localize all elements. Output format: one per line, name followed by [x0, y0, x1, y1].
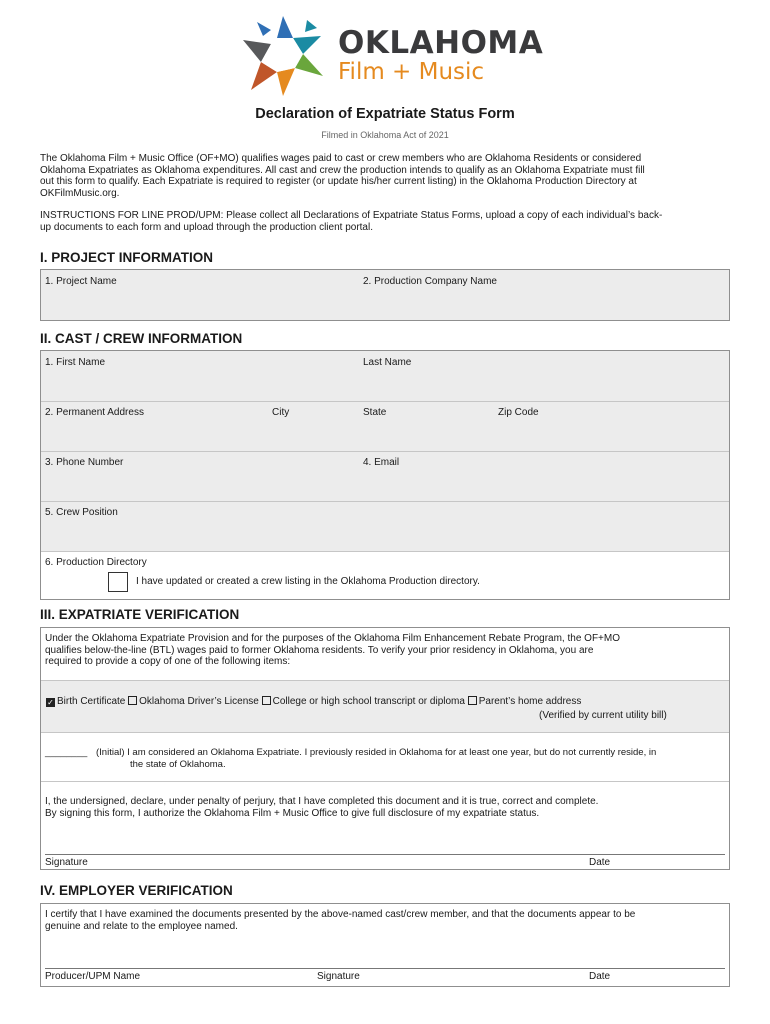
- directory-checkbox[interactable]: [108, 572, 128, 592]
- instructions-paragraph: INSTRUCTIONS FOR LINE PROD/UPM: Please collect all Declarations of Expatriate Status Forms, upload a copy of each individual’s back- up documents to each form and upload through the production client portal.: [40, 210, 663, 233]
- last-name-label: Last Name: [363, 357, 412, 368]
- phone-label: 3. Phone Number: [45, 457, 124, 468]
- email-field[interactable]: [359, 452, 729, 501]
- name-row: [41, 351, 729, 401]
- address-label: 2. Permanent Address: [45, 407, 144, 418]
- initial-statement-1: (Initial) I am considered an Oklahoma Expatriate. I previously resided in Oklahoma for at least one year, but do not currently reside, in: [96, 747, 657, 758]
- employer-paragraph: I certify that I have examined the documents presented by the above-named cast/crew member, and that the documents appear to be genuine and relate to the employee named.: [45, 909, 636, 932]
- employer-verification-box: [40, 903, 730, 987]
- producer-name-label: Producer/UPM Name: [45, 971, 141, 982]
- address-row: [41, 402, 729, 451]
- date-label: Date: [589, 857, 611, 868]
- initial-statement-2: the state of Oklahoma.: [130, 759, 226, 770]
- production-directory-label: 6. Production Directory: [45, 557, 147, 568]
- signature-line[interactable]: [45, 854, 725, 855]
- last-name-field[interactable]: [359, 351, 729, 401]
- crew-position-label: 5. Crew Position: [45, 507, 118, 518]
- checkbox-icon: [262, 696, 271, 705]
- transcript-option[interactable]: College or high school transcript or diploma: [262, 696, 465, 707]
- page-title: Declaration of Expatriate Status Form: [255, 106, 515, 122]
- production-company-field[interactable]: [359, 270, 729, 320]
- section-2-heading: II. CAST / CREW INFORMATION: [40, 331, 243, 346]
- expatriate-paragraph: Under the Oklahoma Expatriate Provision and for the purposes of the Oklahoma Film Enhancement Rebate Program, the OF+MO qualifies below-the-line (BTL) wages paid to former Oklahoma residents. To verify your prior residency in Oklahoma, you are required to provide a copy of one of the following items:: [45, 633, 621, 667]
- city-field[interactable]: [266, 402, 359, 451]
- zip-code-label: Zip Code: [498, 407, 539, 418]
- employer-date-label: Date: [589, 971, 611, 982]
- row-divider: [41, 781, 729, 782]
- birth-certificate-option[interactable]: ✓ Birth Certificate: [47, 696, 126, 707]
- cast-crew-box: [40, 350, 730, 600]
- parent-address-option[interactable]: Parent’s home address: [468, 696, 582, 707]
- section-3-heading: III. EXPATRIATE VERIFICATION: [40, 607, 240, 622]
- checked-icon: ✓: [47, 698, 54, 707]
- email-label: 4. Email: [363, 457, 400, 468]
- initial-row: [41, 733, 729, 781]
- employer-signature-label: Signature: [317, 971, 360, 982]
- city-label: City: [272, 407, 290, 418]
- state-label: State: [363, 407, 387, 418]
- project-name-field[interactable]: [41, 270, 359, 320]
- zip-code-field[interactable]: [494, 402, 729, 451]
- oklahoma-star-logo-icon: [237, 10, 329, 102]
- brand-name: OKLAHOMA: [338, 25, 544, 61]
- expatriate-verification-box: [40, 627, 730, 870]
- crew-position-field[interactable]: [41, 502, 729, 551]
- first-name-field[interactable]: [41, 351, 359, 401]
- production-directory-row: [41, 552, 729, 599]
- checkbox-icon: [468, 696, 477, 705]
- intro-paragraph: The Oklahoma Film + Music Office (OF+MO) qualifies wages paid to cast or crew members who are Oklahoma Residents or considered Oklahoma Expatriates as Oklahoma expenditures. All cast and crew the production intends to qualify as an Oklahoma Expatriate must fill out this form to qualify. Each Expatriate is required to register (or update his/her current listing) in the Oklahoma Production Directory at OKFilmMusic.org.: [40, 153, 645, 199]
- state-field[interactable]: [359, 402, 494, 451]
- checkbox-icon: [128, 696, 137, 705]
- production-company-label: 2. Production Company Name: [363, 276, 497, 287]
- drivers-license-option[interactable]: Oklahoma Driver’s License: [128, 696, 259, 707]
- page-subtitle: Filmed in Oklahoma Act of 2021: [321, 130, 449, 140]
- contact-row: [41, 452, 729, 501]
- address-field[interactable]: [41, 402, 266, 451]
- initial-field[interactable]: ________: [45, 747, 88, 758]
- parent-address-note: (Verified by current utility bill): [539, 710, 667, 721]
- document-options-row: [41, 681, 729, 732]
- brand-subname: Film + Music: [338, 59, 485, 85]
- perjury-paragraph: I, the undersigned, declare, under penalty of perjury, that I have completed this document and it is true, correct and complete. By signing this form, I authorize the Oklahoma Film + Music Office to give full disclosure of my expatriate status.: [45, 796, 599, 819]
- first-name-label: 1. First Name: [45, 357, 106, 368]
- document-options: [46, 696, 581, 707]
- employer-signature-line[interactable]: [45, 968, 725, 969]
- project-info-box: [40, 269, 730, 321]
- phone-field[interactable]: [41, 452, 359, 501]
- signature-label: Signature: [45, 857, 88, 868]
- section-4-heading: IV. EMPLOYER VERIFICATION: [40, 883, 233, 898]
- directory-checkbox-label: I have updated or created a crew listing in the Oklahoma Production directory.: [136, 576, 480, 587]
- section-1-heading: I. PROJECT INFORMATION: [40, 250, 214, 265]
- project-name-label: 1. Project Name: [45, 276, 117, 287]
